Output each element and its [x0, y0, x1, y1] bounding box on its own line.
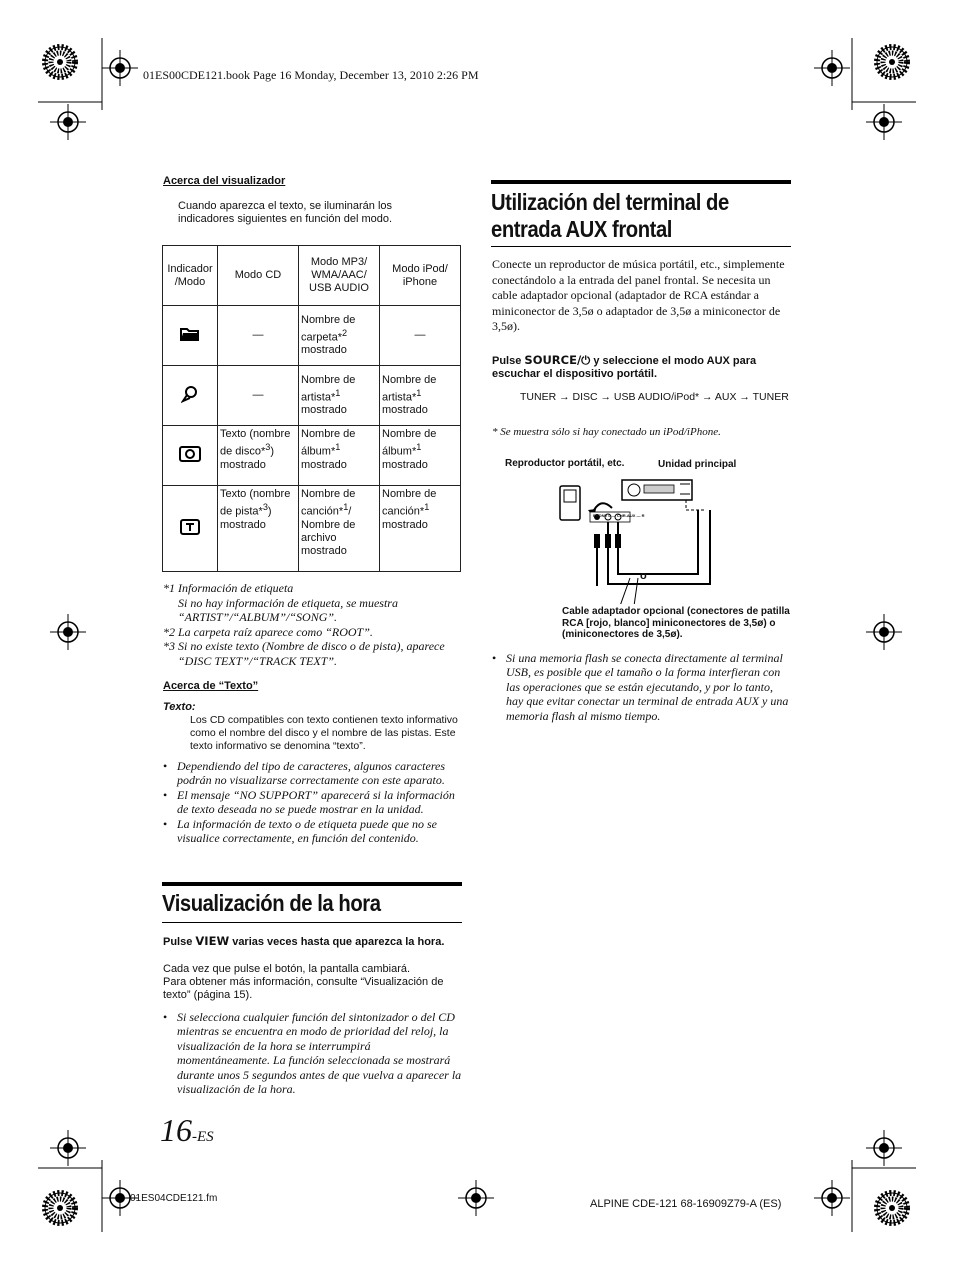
indicator-table [162, 245, 461, 572]
table-cell: — [380, 306, 461, 366]
sequence-note: * Se muestra sólo si hay conectado un iPod/iPhone. [492, 426, 721, 438]
table-cell: Nombre de artista*$^1$ mostrado [380, 366, 461, 426]
table-cell: Texto (nombre de disco*$^3$) mostrado [218, 426, 299, 486]
table-row [163, 306, 461, 366]
mode-sequence: TUNER → DISC → USB AUDIO/iPod* → AUX → TUNER [520, 391, 789, 403]
clock-title: Visualización de la hora [162, 890, 381, 916]
track-icon [163, 486, 218, 572]
aux-title-line2: entrada AUX frontal [491, 216, 672, 242]
jack-label: PHONE L — CHR-AUX — R [593, 513, 645, 518]
aux-instruction: Pulse SOURCE/⏻ y seleccione el modo AUX para escuchar el dispositivo portátil. [492, 353, 757, 380]
list-item: • Si una memoria flash se conecta directamente al terminal USB, es posible que el tamaño o la forma interfieran con las operaciones que se están ejecutando, y por lo tanto, hay que evitar conectar un terminal de entrada AUX y una memoria flash al mismo tiempo. [492, 651, 792, 723]
label-unit: Unidad principal [658, 459, 737, 470]
clock-section-header [162, 882, 462, 923]
table-cell: Nombre de carpeta*$^2$ mostrado [299, 306, 380, 366]
diagram-caption: Cable adaptador opcional (conectores de patilla RCA [rojo, blanco] miniconectores de 3,5ø) o (miniconectores de 3,5ø). [562, 606, 790, 640]
note [163, 639, 463, 668]
note-text: Información de etiqueta Si no hay información de etiqueta, se muestra “ARTIST”/“ALBUM”/“SONG”. [178, 581, 398, 624]
table-notes [163, 581, 463, 668]
note [163, 581, 463, 625]
note-text: La carpeta raíz aparece como “ROOT”. [178, 624, 373, 639]
clock-instruction: Pulse VIEW varias veces hasta que aparezca la hora. [163, 934, 445, 948]
artist-icon [163, 366, 218, 426]
list-item: • La información de texto o de etiqueta puede que no se visualice correctamente, en función del contenido. [163, 817, 463, 846]
page-number: 16-ES [160, 1112, 214, 1148]
table-cell: Nombre de álbum*$^1$ mostrado [380, 426, 461, 486]
note-mark: *3 [163, 639, 175, 653]
flash-bullet [492, 651, 792, 723]
note-mark: *2 [163, 624, 175, 639]
aux-connection-diagram [550, 474, 750, 604]
text-bullets [163, 759, 463, 845]
header-line: 01ES00CDE121.book Page 16 Monday, December 13, 2010 2:26 PM [143, 68, 479, 82]
texto-label: Texto: [163, 701, 196, 713]
about-text-heading: Acerca de “Texto” [163, 680, 259, 692]
source-key: SOURCE/⏻ [524, 353, 591, 367]
label-o: o [640, 570, 647, 582]
table-row [163, 366, 461, 426]
table-header: Modo MP3/ WMA/AAC/ USB AUDIO [299, 246, 380, 306]
list-item: • El mensaje “NO SUPPORT” aparecerá si la información de texto deseada no se puede mostrar en la unidad. [163, 788, 463, 817]
table-row [163, 426, 461, 486]
table-cell: Nombre de artista*$^1$ mostrado [299, 366, 380, 426]
table-header: Modo iPod/ iPhone [380, 246, 461, 306]
aux-section-header [491, 180, 791, 247]
clock-bullet [163, 1010, 463, 1096]
about-display-text: Cuando aparezca el texto, se iluminarán los indicadores siguientes en función del modo. [178, 200, 393, 225]
table-header: Indicador /Modo [163, 246, 218, 306]
disc-icon [163, 426, 218, 486]
table-cell: Texto (nombre de pista*$^3$) mostrado [218, 486, 299, 572]
folder-icon [163, 306, 218, 366]
list-item: • Dependiendo del tipo de caracteres, algunos caracteres podrán no visualizarse correctamente con este aparato. [163, 759, 463, 788]
table-cell: — [218, 366, 299, 426]
aux-intro: Conecte un reproductor de música portátil, etc., simplemente conectándolo a la entrada del panel frontal. Se necesita un cable adaptador opcional (adaptador de RCA estándar a miniconector de 3,5ø o adaptador de 3,5ø a miniconector de 3,5ø). [492, 257, 785, 333]
texto-desc: Los CD compatibles con texto contienen texto informativo como el nombre del disco y el nombre de las pistas. Este texto informativo se denomina “texto”. [190, 714, 458, 752]
label-player: Reproductor portátil, etc. [505, 458, 625, 469]
list-item: • Si selecciona cualquier función del sintonizador o del CD mientras se encuentra en modo de prioridad del reloj, la visualización de la hora se interrumpirá momentáneamente. La función seleccionada se mostrará durante unos 5 segundos antes de que vuelva a aparecer la visualización de la hora. [163, 1010, 463, 1096]
note [163, 625, 463, 640]
aux-title-line1: Utilización del terminal de [491, 189, 729, 215]
table-cell: Nombre de canción*$^1$ mostrado [380, 486, 461, 572]
table-header: Modo CD [218, 246, 299, 306]
view-key: VIEW [195, 934, 230, 948]
table-cell: Nombre de canción*$^1$/ Nombre de archivo mostrado [299, 486, 380, 572]
table-header-row [163, 246, 461, 306]
clock-text: Cada vez que pulse el botón, la pantalla cambiará. Para obtener más información, consulte “Visualización de texto” (página 15). [163, 963, 444, 1001]
table-cell: Nombre de álbum*$^1$ mostrado [299, 426, 380, 486]
footer-file: 01ES04CDE121.fm [130, 1193, 218, 1204]
portable-player-icon [560, 486, 580, 520]
note-text: Si no existe texto (Nombre de disco o de pista), aparece “DISC TEXT”/“TRACK TEXT”. [178, 639, 445, 668]
about-display-heading: Acerca del visualizador [163, 175, 286, 187]
note-mark: *1 [163, 581, 175, 595]
table-cell: — [218, 306, 299, 366]
table-row [163, 486, 461, 572]
footer-product: ALPINE CDE-121 68-16909Z79-A (ES) [590, 1198, 782, 1210]
